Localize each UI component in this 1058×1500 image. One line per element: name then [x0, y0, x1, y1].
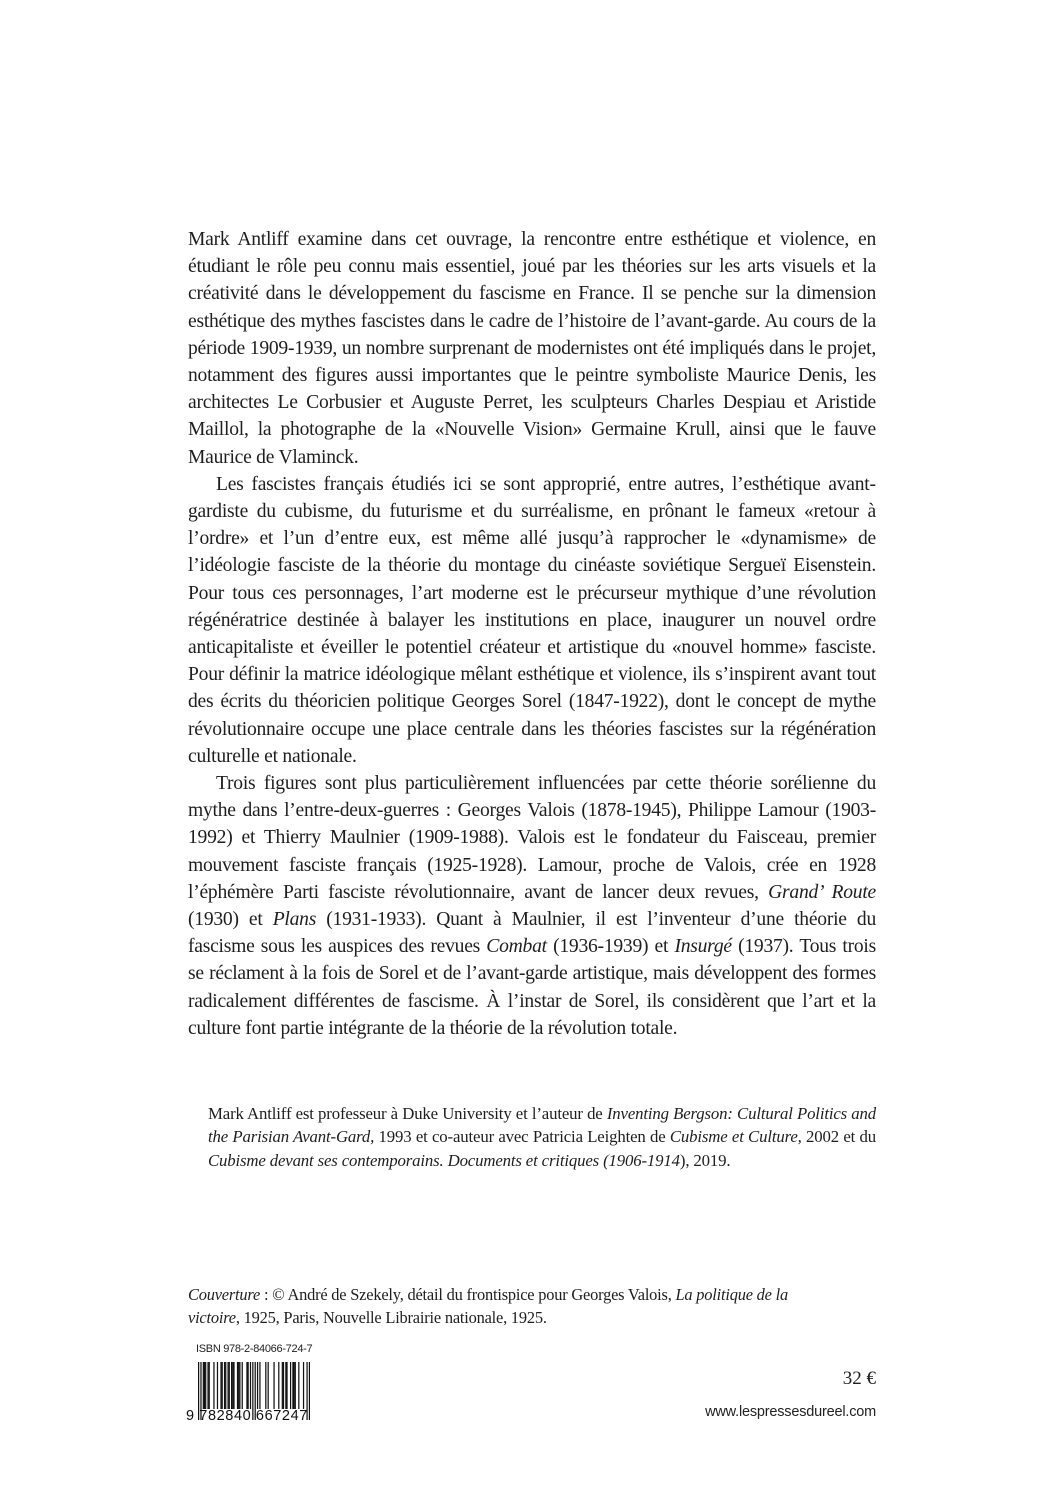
- text-run: Mark Antliff examine dans cet ouvrage, la rencontre entre esthétique et violence, en étudiant le rôle peu connu mais essentiel, joué par les théories sur les arts visuels et la créativité dans le développement du fascisme en France. Il se penche sur la dimension esthétique des mythes fascistes dans le cadre de l’histoire de l’avant-garde. Au cours de la période 1909-1939, un nombre surprenant de modernistes ont été impliqués dans le projet, notamment des figures aussi importantes que le peintre symboliste Maurice Denis, les architectes Le Corbusier et Auguste Perret, les sculpteurs Charles Despiau et Aristide Maillol, la photographe de la «Nouvelle Vision» Germaine Krull, ainsi que le fauve Maurice de Vlaminck.: [188, 229, 876, 468]
- barcode-bar: [242, 1362, 243, 1409]
- cover-credit: [188, 1284, 808, 1329]
- italic-title: Cubisme et Culture,: [669, 1127, 802, 1147]
- summary-paragraph-2: [188, 471, 876, 770]
- barcode-bar: [213, 1362, 214, 1409]
- barcode-bar: [295, 1362, 296, 1409]
- italic-title: Couverture: [188, 1285, 261, 1304]
- barcode-bar: [273, 1362, 274, 1409]
- barcode-bar: [239, 1362, 240, 1409]
- barcode-digits: 9 782840 667247: [186, 1408, 308, 1424]
- barcode-bar: [265, 1362, 266, 1409]
- text-run: (1931-1933). Quant à Maulnier, il est l’inventeur d’une théorie du fascisme sous les auspices des revues: [188, 909, 876, 958]
- barcode-bar: [220, 1362, 221, 1409]
- text-run: 1993 et co-auteur avec Patricia Leighten de: [374, 1127, 670, 1147]
- barcode-bar: [203, 1362, 204, 1409]
- barcode-bar: [205, 1362, 206, 1409]
- barcode-bar: [231, 1362, 232, 1409]
- text-run: Trois figures sont plus particulièrement influencées par cette théorie sorélienne du mythe dans l’entre-deux-guerres : Georges Valois (1878-1945), Philippe Lamour (1903-1992) et Thierry Maulnier (1909-1988). Valois est le fondateur du Faisceau, premier mouvement fasciste français (1925-1928). Lamour, proche de Valois, crée en 1928 l’éphémère Parti fasciste révolutionnaire, avant de lancer deux revues,: [188, 773, 876, 903]
- barcode-bar: [298, 1362, 299, 1409]
- barcode-bar: [259, 1362, 260, 1409]
- italic-title: Insurgé: [674, 936, 732, 958]
- italic-title: Combat: [486, 936, 547, 958]
- italic-title: Inventing Bergson: Cultural Politics and the Parisian Avant-Gard,: [208, 1104, 876, 1147]
- barcode-bar: [303, 1362, 304, 1409]
- price: 32 €: [842, 1368, 876, 1389]
- text-run: (1937). Tous trois se réclament à la fois de Sorel et de l’avant-garde artistique, mais développent des formes radicalement différentes de fascisme. À l’instar de Sorel, ils considèrent que l’art et la culture font partie intégrante de la théorie de la révolution totale.: [188, 936, 877, 1039]
- italic-title: Plans: [272, 909, 317, 931]
- barcode-bar: [237, 1362, 238, 1409]
- italic-title: Grand’ Route: [768, 881, 876, 903]
- barcode-bar: [250, 1362, 251, 1409]
- barcode-bar: [292, 1362, 293, 1409]
- barcode-bar: [257, 1362, 258, 1409]
- barcode-bar: [222, 1362, 223, 1409]
- text-run: , 1925, Paris, Nouvelle Librairie nationale, 1925.: [235, 1307, 547, 1327]
- text-run: (1930) et: [188, 909, 273, 931]
- barcode-bar: [278, 1362, 279, 1409]
- italic-title: Cubisme devant ses contemporains. Documents et critiques (1906-1914: [208, 1150, 680, 1170]
- barcode-bar: [282, 1362, 283, 1409]
- barcode-bar: [224, 1362, 225, 1409]
- barcode-bar: [309, 1362, 310, 1420]
- barcode-bar: [246, 1362, 247, 1409]
- barcode-bar: [285, 1362, 286, 1409]
- text-run: 2002 et du: [801, 1127, 876, 1147]
- barcode-bar: [229, 1362, 230, 1409]
- barcode-bar: [209, 1362, 210, 1409]
- text-run: ), 2019.: [679, 1150, 731, 1170]
- text-run: (1936-1939) et: [546, 936, 675, 958]
- barcode-bar: [227, 1362, 228, 1409]
- author-bio: [208, 1102, 876, 1172]
- barcode-bar: [217, 1362, 218, 1409]
- barcode-bar: [204, 1362, 205, 1409]
- barcode-bar: [238, 1362, 239, 1409]
- barcode-bar: [207, 1362, 208, 1409]
- website-link[interactable]: www.lespressesdureel.com: [705, 1404, 876, 1420]
- italic-title: La politique de la victoire: [188, 1285, 788, 1327]
- summary-paragraph-3: [188, 770, 876, 1042]
- text-run: Mark Antliff est professeur à Duke University et l’auteur de: [208, 1104, 607, 1123]
- barcode-bar: [232, 1362, 233, 1409]
- summary-text: [188, 226, 876, 1042]
- text-run: : © André de Szekely, détail du frontispice pour Georges Valois,: [260, 1285, 676, 1304]
- barcode-bar: [225, 1362, 226, 1409]
- isbn-label: ISBN 978-2-84066-724-7: [196, 1343, 313, 1355]
- barcode-bar: [268, 1362, 269, 1409]
- barcode-bar: [283, 1362, 284, 1409]
- barcode-bar: [233, 1362, 234, 1409]
- barcode-bar: [286, 1362, 287, 1409]
- barcode-bar: [248, 1362, 249, 1409]
- text-run: Les fascistes français étudiés ici se sont approprié, entre autres, l’esthétique avantgardiste du cubisme, du futurisme et du surréalisme, en prônant le fameux «retour à l’ordre» et l’un d’entre eux, est même allé jusqu’à rapprocher le «dynamisme» de l’idéologie fasciste de la théorie du montage du cinéaste soviétique Sergueï Eisenstein. Pour tous ces personnages, l’art moderne est le précurseur mythique d’une révolution régénératrice destinée à balayer les institutions en place, inaugurer un nouvel ordre anticapitaliste et éveiller le potentiel créateur et artistique du «nouvel homme» fasciste. Pour définir la matrice idéologique mêlant esthétique et violence, ils s’inspirent avant tout des écrits du théoricien politique Georges Sorel (1847-1922), dont le concept de mythe révolutionnaire occupe une place centrale dans les théories fascistes sur la régénération culturelle et nationale.: [188, 473, 876, 767]
- barcode-bar: [290, 1362, 291, 1409]
- barcode-bar: [293, 1362, 294, 1409]
- summary-paragraph-1: [188, 226, 876, 471]
